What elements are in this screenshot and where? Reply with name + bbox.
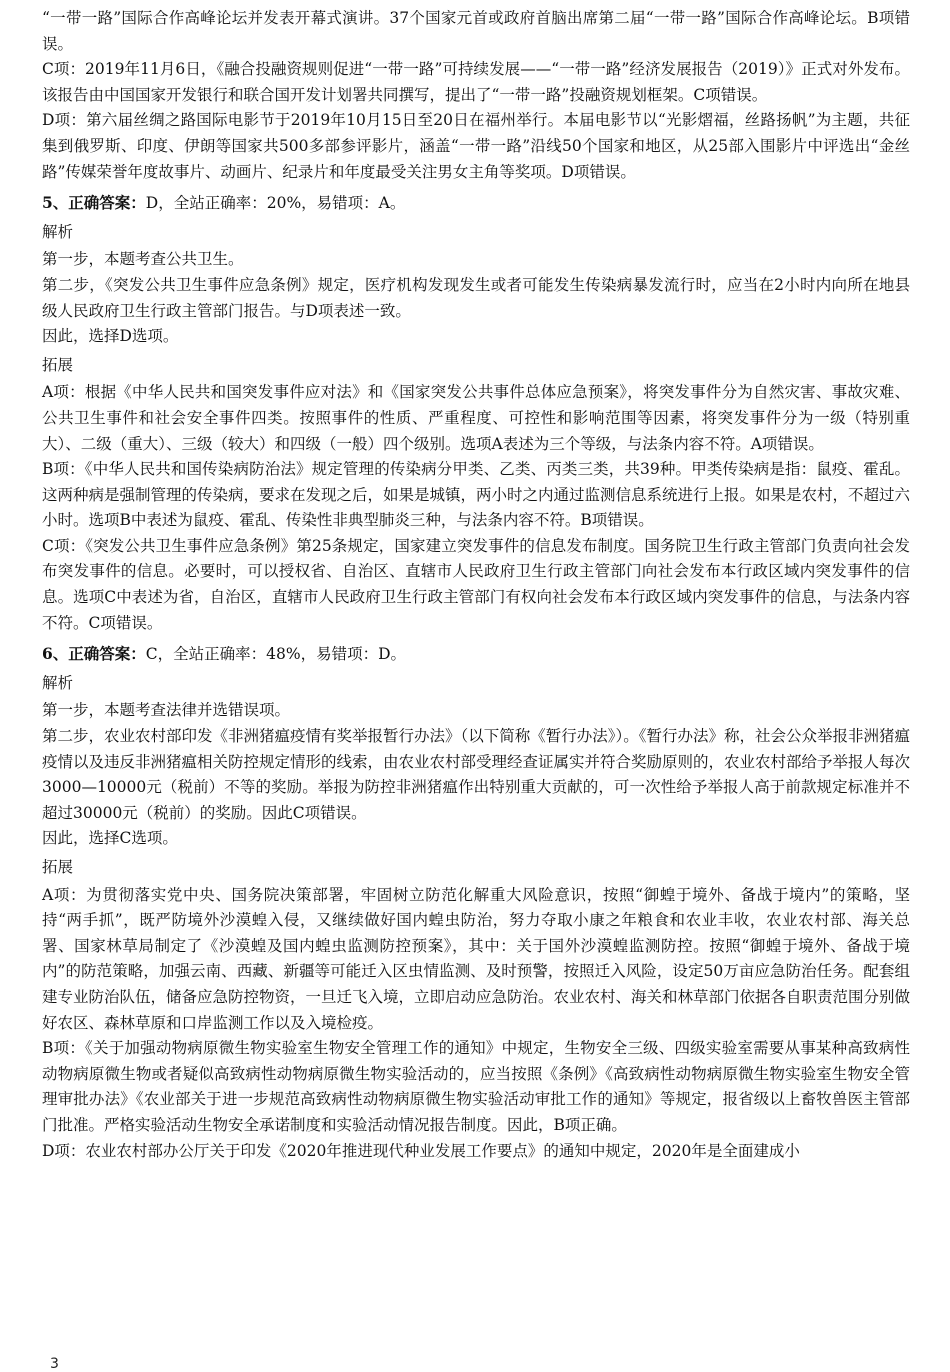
analysis-6-conclusion: 因此，选择C选项。 [42,829,178,848]
answer-heading-5 [42,190,910,217]
document-page [42,6,910,1164]
analysis-6-step1: 第一步，本题考查法律并选错误项。 [42,701,291,720]
paragraph-q4-b-end: “一带一路”国际合作高峰论坛并发表开幕式演讲。37个国家元首或政府首脑出席第二届“一带一路”国际合作高峰论坛。B项错误。 [42,9,910,53]
answer-section-6 [42,641,910,1164]
analysis-label-5: 解析 [42,222,74,241]
analysis-5-step2: 第二步，《突发公共卫生事件应急条例》规定，医疗机构发现发生或者可能发生传染病暴发流行时，应当在2小时内向所在地县级人民政府卫生行政主管部门报告。与D项表述一致。 [42,275,910,320]
answer-heading-6 [42,641,910,668]
extension-6-a: A项：为贯彻落实党中央、国务院决策部署，牢固树立防范化解重大风险意识，按照“御蝗于境外、备战于境内”的策略，坚持“两手抓”，既严防境外沙漠蝗入侵，又继续做好国内蝗虫防治，努力夺取小康之年粮食和农业丰收，农业农村部、海关总署、国家林草局制定了《沙漠蝗及国内蝗虫监测防控预案》，其中：关于国外沙漠蝗监测防控。按照“御蝗于境外、备战于境内”的防范策略，加强云南、西藏、新疆等可能迁入区虫情监测、及时预警，按照迁入风险，设定50万亩应急防治任务。配套组建专业防治队伍，储备应急防控物资，一旦迁飞入境，立即启动应急防治。农业农村、海关和林草部门依据各自职责范围分别做好农区、森林草原和口岸监测工作以及入境检疫。 [42,885,911,1032]
extension-6-b: B项：《关于加强动物病原微生物实验室生物安全管理工作的通知》中规定，生物安全三级、四级实验室需要从事某种高致病性动物病原微生物或者疑似高致病性动物病原微生物实验活动的，应当按照《条例》《高致病性动物病原微生物实验室生物安全管理审批办法》《农业部关于进一步规范高致病性动物病原微生物实验活动审批工作的通知》等规定，报省级以上畜牧兽医主管部门批准。严格实验活动生物安全承诺制度和实验活动情况报告制度。因此，B项正确。 [42,1039,910,1134]
answer-section-5 [42,190,910,636]
analysis-5-conclusion: 因此，选择D选项。 [42,327,179,346]
extension-5-c: C项：《突发公共卫生事件应急条例》第25条规定，国家建立突发事件的信息发布制度。国务院卫生行政主管部门负责向社会发布突发事件的信息。必要时，可以授权省、自治区、直辖市人民政府卫生行政主管部门向社会发布本行政区域内突发事件的信息。选项C中表述为省，自治区，直辖市人民政府卫生行政主管部门有权向社会发布本行政区域内突发事件的信息，与法条内容不符。C项错误。 [42,536,910,632]
page-number: 3 [50,1356,59,1372]
answer-heading-5-rest: D，全站正确率：20%，易错项：A。 [145,194,406,213]
answer-heading-6-rest: C，全站正确率：48%，易错项：D。 [145,645,407,664]
analysis-5-step1: 第一步，本题考查公共卫生。 [42,250,244,269]
extension-label-5: 拓展 [42,355,74,374]
answer-heading-6-bold: 6、正确答案： [42,644,146,664]
extension-5-b: B项：《中华人民共和国传染病防治法》规定管理的传染病分甲类、乙类、丙类三类，共39种。甲类传染病是指：鼠疫、霍乱。这两种病是强制管理的传染病，要求在发现之后，如果是城镇，两小时之内通过监测信息系统进行上报。如果是农村，不超过六小时。选项B中表述为鼠疫、霍乱、传染性非典型肺炎三种，与法条内容不符。B项错误。 [42,460,911,530]
extension-5-a: A项：根据《中华人民共和国突发事件应对法》和《国家突发公共事件总体应急预案》，将突发事件分为自然灾害、事故灾难、公共卫生事件和社会安全事件四类。按照事件的性质、严重程度、可控性和影响范围等因素，将突发事件分为一级（特别重大）、二级（重大）、三级（较大）和四级（一般）四个级别。选项A表述为三个等级，与法条内容不符。A项错误。 [42,383,910,453]
paragraph-q4-c: C项：2019年11月6日，《融合投融资规则促进“一带一路”可持续发展——“一带一路”经济发展报告（2019）》正式对外发布。该报告由中国国家开发银行和联合国开发计划署共同撰写，提出了“一带一路”投融资规划框架。C项错误。 [42,60,910,104]
extension-6-d: D项：农业农村部办公厅关于印发《2020年推进现代种业发展工作要点》的通知中规定，2020年是全面建成小 [42,1141,800,1160]
extension-label-6: 拓展 [42,858,74,876]
answer-heading-5-bold: 5、正确答案： [42,193,146,213]
analysis-label-6: 解析 [42,673,74,692]
analysis-6-step2: 第二步，农业农村部印发《非洲猪瘟疫情有奖举报暂行办法》（以下简称《暂行办法》）。《暂行办法》称，社会公众举报非洲猪瘟疫情以及违反非洲猪瘟相关防控规定情形的线索，由农业农村部受理经查证属实并符合奖励原则的，农业农村部给予举报人每次3000—10000元（税前）不等的奖励。举报为防控非洲猪瘟作出特别重大贡献的，可一次性给予举报人高于前款规定标准并不超过30000元（税前）的奖励。因此C项错误。 [42,727,911,822]
paragraph-q4-d: D项：第六届丝绸之路国际电影节于2019年10月15日至20日在福州举行。本届电影节以“光影熠福，丝路扬帆”为主题，共征集到俄罗斯、印度、伊朗等国家共500多部参评影片，涵盖“一带一路”沿线50个国家和地区，从25部入围影片中评选出“金丝路”传媒荣誉年度故事片、动画片、纪录片和年度最受关注男女主角等奖项。D项错误。 [42,111,910,181]
